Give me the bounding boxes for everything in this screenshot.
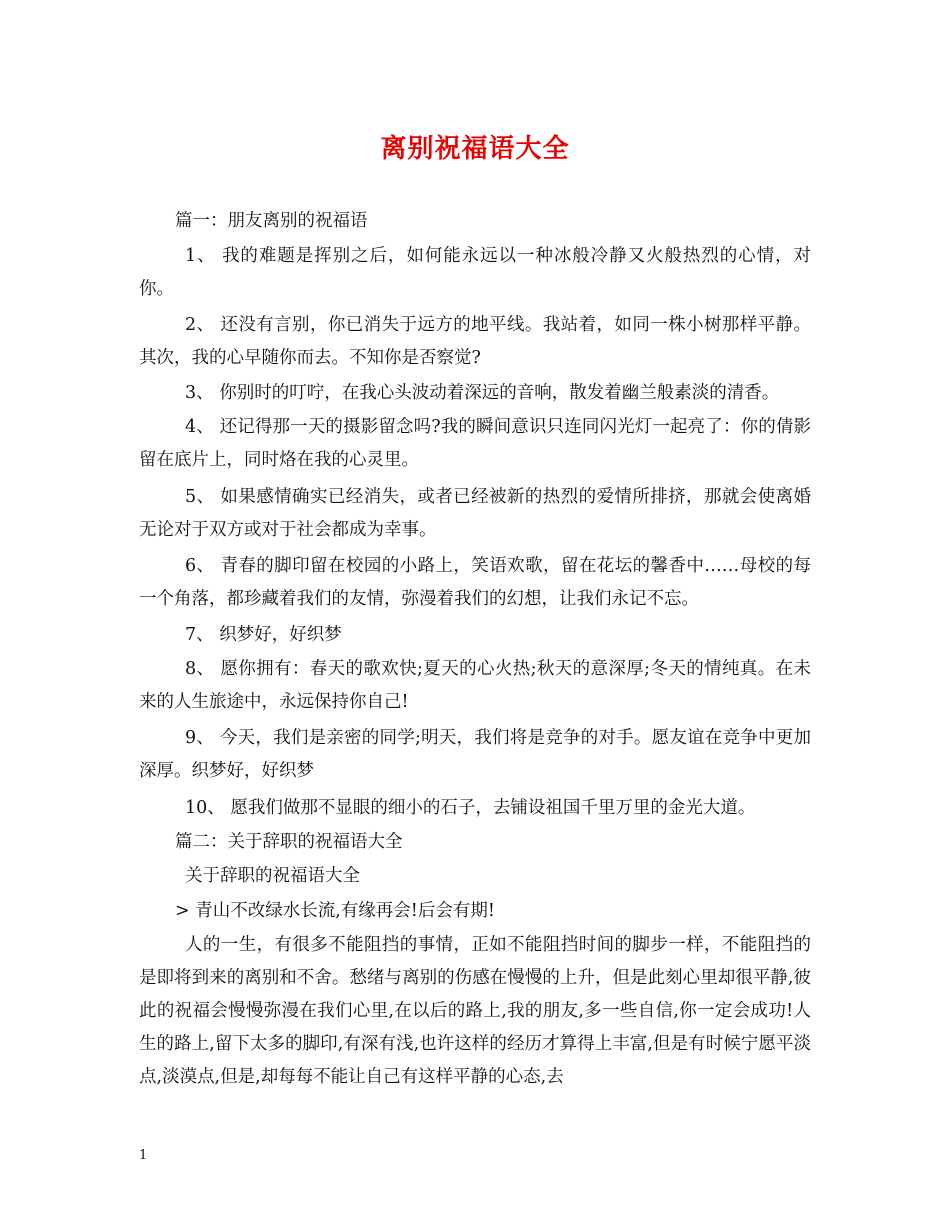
list-item: 3、 你别时的叮咛，在我心头波动着深远的音响，散发着幽兰般素淡的清香。	[185, 383, 780, 403]
list-item: 5、 如果感情确实已经消失，或者已经被新的热烈的爱情所排挤，那就会使离婚无论对于双方或对于社会都成为幸事。	[139, 487, 811, 540]
list-item: 10、 愿我们做那不显眼的细小的石子，去铺设祖国千里万里的金光大道。	[185, 798, 756, 818]
quote-line: > 青山不改绿水长流,有缘再会!后会有期!	[175, 901, 495, 921]
subheading: 关于辞职的祝福语大全	[185, 866, 360, 886]
page-number: 1	[139, 1148, 148, 1163]
list-item: 6、 青春的脚印留在校园的小路上，笑语欢歌，留在花坛的馨香中……母校的每一个角落，都珍藏着我们的友情，弥漫着我们的幻想，让我们永记不忘。	[139, 556, 811, 609]
list-item: 4、 还记得那一天的摄影留念吗?我的瞬间意识只连同闪光灯一起亮了：你的倩影留在底片上，同时烙在我的心灵里。	[139, 417, 811, 470]
list-item: 9、 今天，我们是亲密的同学;明天，我们将是竞争的对手。愿友谊在竞争中更加深厚。织梦好，好织梦	[139, 728, 811, 781]
body-paragraph: 人的一生，有很多不能阻挡的事情，正如不能阻挡时间的脚步一样，不能阻挡的是即将到来的离别和不舍。愁绪与离别的伤感在慢慢的上升，但是此刻心里却很平静,彼此的祝福会慢慢弥漫在我们心里,在以后的路上,我的朋友,多一些自信,你一定会成功!人生的路上,留下太多的脚印,有深有浅,也许这样的经历才算得上丰富,但是有时候宁愿平淡点,淡漠点,但是,却每每不能让自己有这样平静的心态,去	[139, 935, 811, 1087]
document-title: 离别祝福语大全	[380, 134, 570, 164]
list-item: 1、 我的难题是挥别之后，如何能永远以一种冰般冷静又火般热烈的心情，对你。	[139, 246, 811, 299]
list-item: 2、 还没有言别，你已消失于远方的地平线。我站着，如同一株小树那样平静。其次，我的心早随你而去。不知你是否察觉?	[139, 315, 811, 368]
list-item: 8、 愿你拥有：春天的歌欢快;夏天的心火热;秋天的意深厚;冬天的情纯真。在未来的人生旅途中，永远保持你自己!	[139, 659, 811, 712]
section-heading-2: 篇二：关于辞职的祝福语大全	[175, 832, 403, 852]
list-item: 7、 织梦好，好织梦	[185, 625, 342, 645]
section-heading-1: 篇一：朋友离别的祝福语	[175, 211, 368, 231]
